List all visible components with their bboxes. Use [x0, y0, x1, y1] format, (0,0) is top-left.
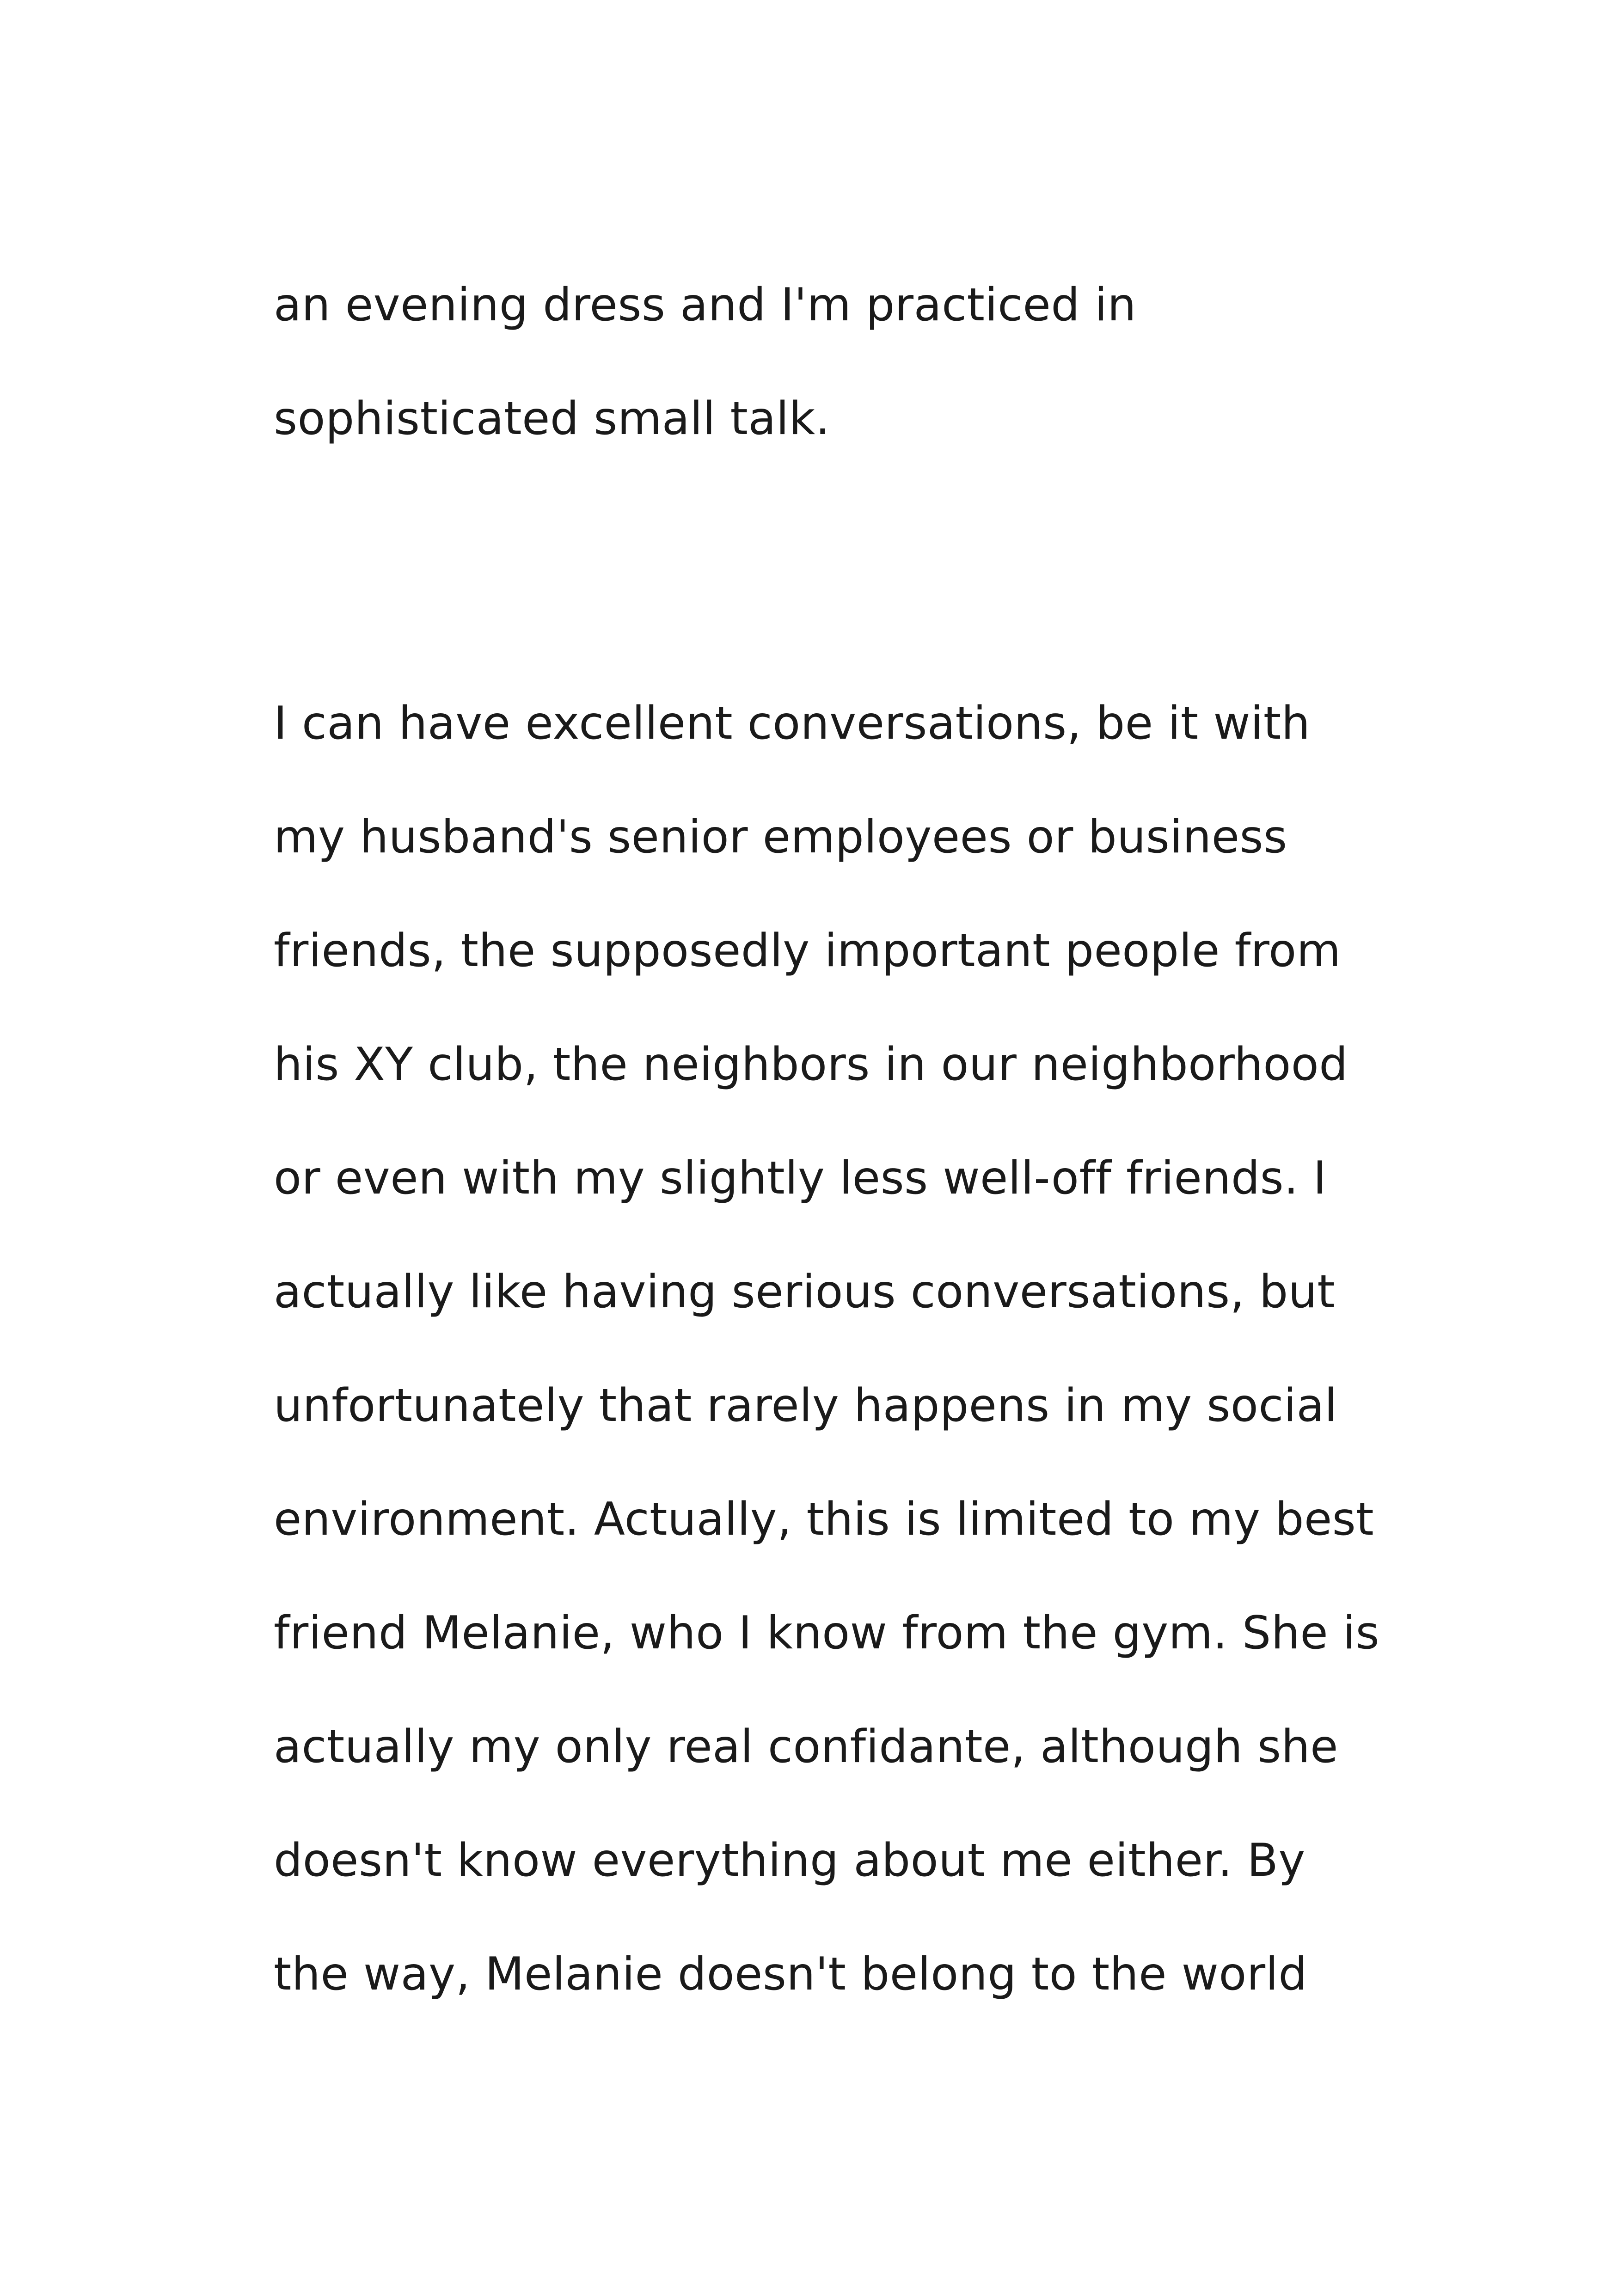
text-line: my husband's senior employees or business [274, 811, 1287, 863]
text-line: friends, the supposedly important people from [274, 925, 1341, 977]
text-line: his XY club, the neighbors in our neighborhood [274, 1038, 1348, 1091]
text-line: actually my only real confidante, although she [274, 1720, 1338, 1773]
text-line: friend Melanie, who I know from the gym. She is [274, 1607, 1380, 1659]
text-line: or even with my slightly less well-off friends. I [274, 1152, 1327, 1205]
text-line: I can have excellent conversations, be it with [274, 697, 1311, 750]
text-line: sophisticated small talk. [274, 392, 830, 445]
text-line: actually like having serious conversations, but [274, 1266, 1336, 1318]
text-line: an evening dress and I'm practiced in [274, 279, 1137, 331]
text-line: environment. Actually, this is limited to my best [274, 1493, 1374, 1546]
text-line: unfortunately that rarely happens in my social [274, 1379, 1337, 1432]
text-line: doesn't know everything about me either. By [274, 1834, 1305, 1887]
text-line: the way, Melanie doesn't belong to the world [274, 1948, 1308, 2001]
